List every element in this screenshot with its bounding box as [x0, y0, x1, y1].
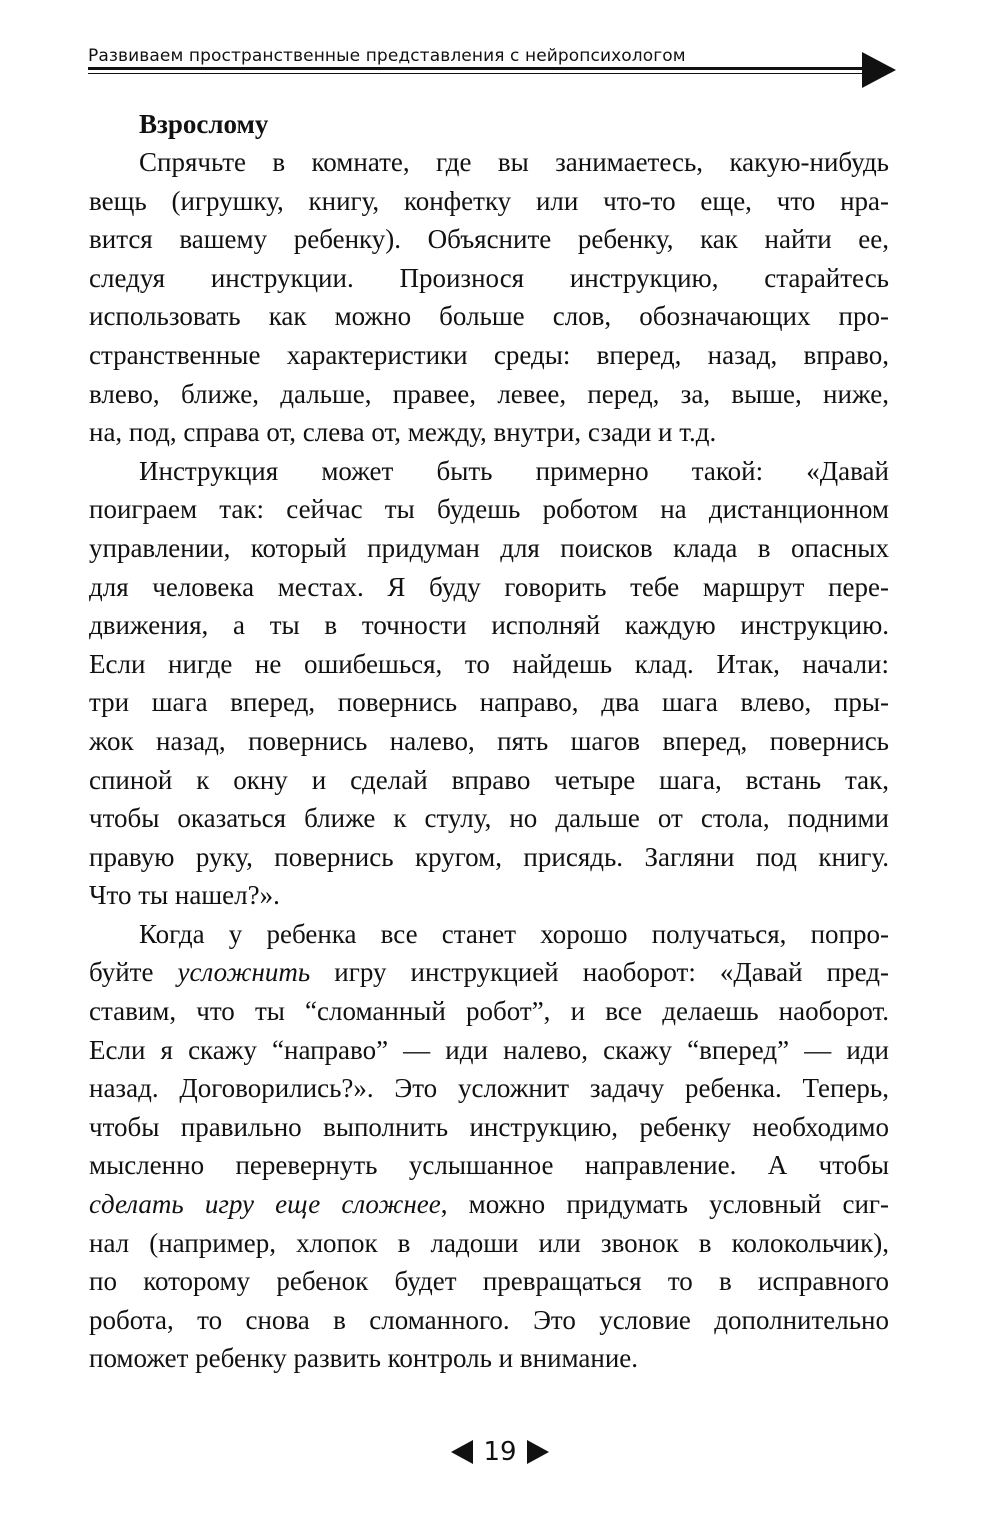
paragraph-2	[89, 452, 889, 915]
text-line: влево, ближе, дальше, правее, левее, перед, за, выше, ниже,	[89, 378, 889, 409]
text-line: Если я скажу “направо” — иди налево, скажу “вперед” — иди	[89, 1034, 889, 1065]
text-line: следуя инструкции. Произнося инструкцию, старайтесь	[89, 262, 889, 293]
text-line: странственные характеристики среды: вперед, назад, вправо,	[89, 339, 889, 370]
section-title: Взрослому	[139, 109, 269, 139]
text-line: мысленно перевернуть услышанное направление. А чтобы	[89, 1150, 889, 1181]
text-line: поможет ребенку развить контроль и внимание.	[89, 1343, 639, 1374]
text-line: управлении, который придуман для поисков клада в опасных	[89, 532, 889, 563]
text-line: Что ты нашел?».	[89, 880, 280, 911]
text-line: на, под, справа от, слева от, между, внутри, сзади и т.д.	[89, 417, 717, 448]
text-line: правую руку, повернись кругом, присядь. Загляни под книгу.	[89, 841, 889, 872]
paragraph-3	[89, 915, 889, 1378]
text-line: Если нигде не ошибешься, то найдешь клад. Итак, начали:	[89, 648, 889, 679]
text-line: чтобы правильно выполнить инструкцию, ребенку необходимо	[89, 1111, 889, 1142]
text-fragment: буйте	[89, 957, 178, 988]
text-line: ставим, что ты “сломанный робот”, и все делаешь наоборот.	[89, 996, 889, 1027]
text-line: использовать как можно больше слов, обозначающих про-	[89, 301, 889, 332]
page-body	[89, 105, 889, 1378]
page-number: 19	[483, 1437, 517, 1467]
text-line: вится вашему ребенку). Объясните ребенку, как найти ее,	[89, 224, 889, 255]
text-fragment: игру инструкцией наоборот: «Давай пред-	[310, 957, 889, 988]
page-footer	[0, 1430, 1000, 1474]
arrow-right-icon	[527, 1440, 549, 1464]
text-line: чтобы оказаться ближе к стулу, но дальше от стола, подними	[89, 803, 889, 834]
running-header-title: Развиваем пространственные представления с нейропсихологом	[88, 46, 686, 66]
text-line: поиграем так: сейчас ты будешь роботом на дистанционном	[89, 494, 889, 525]
emphasis-text: усложнить	[177, 957, 311, 988]
text-line: Инструкция может быть примерно такой: «Давай	[139, 455, 889, 486]
text-line: назад. Договорились?». Это усложнит задачу ребенка. Теперь,	[89, 1073, 889, 1104]
text-line: движения, а ты в точности исполняй каждую инструкцию.	[89, 610, 889, 641]
emphasis-text: сделать игру еще сложнее	[89, 1189, 441, 1220]
text-line: вещь (игрушку, книгу, конфетку или что-то еще, что нра-	[89, 185, 889, 216]
text-line: три шага вперед, повернись направо, два шага влево, пры-	[89, 687, 889, 718]
text-line: спиной к окну и сделай вправо четыре шага, встань так,	[89, 764, 889, 795]
text-line: Спрячьте в комнате, где вы занимаетесь, какую-нибудь	[139, 147, 889, 177]
arrow-left-icon	[451, 1440, 473, 1464]
text-line-with-emphasis	[89, 1185, 889, 1224]
text-line-with-emphasis	[89, 953, 889, 992]
text-fragment: , можно придумать условный сиг-	[440, 1189, 890, 1220]
text-line: Когда у ребенка все станет хорошо получаться, попро-	[139, 918, 889, 949]
running-header	[88, 44, 888, 84]
text-line: для человека местах. Я буду говорить тебе маршрут пере-	[89, 571, 889, 602]
arrow-right-icon	[862, 52, 896, 88]
header-rule	[88, 67, 878, 70]
text-line: жок назад, повернись налево, пять шагов вперед, повернись	[89, 725, 889, 756]
paragraph-1	[89, 143, 889, 452]
header-rule-thin	[88, 73, 866, 74]
text-line: нал (например, хлопок в ладоши или звонок в колокольчик),	[89, 1227, 889, 1258]
text-line: по которому ребенок будет превращаться то в исправного	[89, 1266, 889, 1297]
text-line: робота, то снова в сломанного. Это условие дополнительно	[89, 1304, 889, 1335]
